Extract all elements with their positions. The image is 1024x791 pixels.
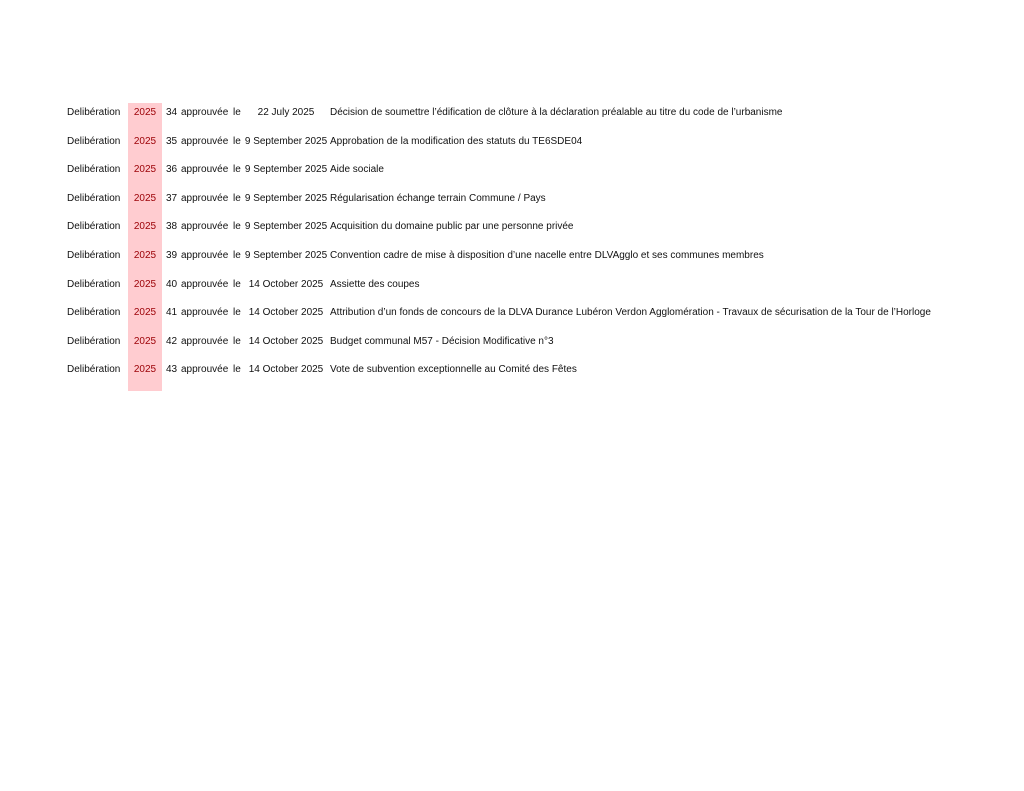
row-type-label: Delibération bbox=[67, 164, 121, 176]
row-le: le bbox=[233, 107, 241, 118]
row-date: 14 October 2025 bbox=[248, 335, 324, 347]
row-number: 37 bbox=[166, 192, 178, 204]
row-description: Vote de subvention exceptionnelle au Comité des Fêtes bbox=[330, 364, 577, 376]
row-year: 2025 bbox=[133, 135, 157, 147]
row-le: le bbox=[233, 164, 241, 176]
row-year: 2025 bbox=[133, 278, 157, 290]
row-year: 2025 bbox=[133, 192, 157, 204]
row-status: approuvée bbox=[181, 135, 229, 147]
row-status: approuvée bbox=[181, 221, 229, 233]
row-year: 2025 bbox=[133, 307, 157, 319]
row-date: 9 September 2025 bbox=[244, 250, 328, 261]
row-status: approuvée bbox=[181, 364, 229, 376]
row-number: 43 bbox=[166, 364, 178, 376]
row-status: approuvée bbox=[181, 307, 229, 319]
row-year: 2025 bbox=[133, 107, 157, 118]
row-status: approuvée bbox=[181, 250, 229, 261]
row-type-label: Delibération bbox=[67, 250, 121, 261]
row-number: 38 bbox=[166, 221, 178, 233]
row-le: le bbox=[233, 307, 241, 319]
row-date: 14 October 2025 bbox=[248, 364, 324, 376]
row-year: 2025 bbox=[133, 164, 157, 176]
row-description: Budget communal M57 - Décision Modificative n°3 bbox=[330, 335, 554, 347]
row-date: 14 October 2025 bbox=[248, 307, 324, 319]
row-description: Aide sociale bbox=[330, 164, 384, 176]
row-le: le bbox=[233, 221, 241, 233]
row-type-label: Delibération bbox=[67, 192, 121, 204]
row-le: le bbox=[233, 364, 241, 376]
row-date: 9 September 2025 bbox=[244, 135, 328, 147]
row-status: approuvée bbox=[181, 107, 229, 118]
row-year: 2025 bbox=[133, 221, 157, 233]
row-number: 34 bbox=[166, 107, 178, 118]
row-date: 9 September 2025 bbox=[244, 221, 328, 233]
row-number: 35 bbox=[166, 135, 178, 147]
row-date: 9 September 2025 bbox=[244, 192, 328, 204]
row-description: Assiette des coupes bbox=[330, 278, 420, 290]
row-le: le bbox=[233, 278, 241, 290]
row-description: Décision de soumettre l’édification de clôture à la déclaration préalable au titre du code de l’urbanisme bbox=[330, 107, 783, 118]
row-year: 2025 bbox=[133, 250, 157, 261]
row-type-label: Delibération bbox=[67, 335, 121, 347]
row-le: le bbox=[233, 192, 241, 204]
row-status: approuvée bbox=[181, 278, 229, 290]
row-number: 42 bbox=[166, 335, 178, 347]
row-year: 2025 bbox=[133, 335, 157, 347]
row-date: 22 July 2025 bbox=[257, 107, 315, 118]
row-type-label: Delibération bbox=[67, 135, 121, 147]
row-number: 40 bbox=[166, 278, 178, 290]
row-description: Approbation de la modification des statuts du TE6SDE04 bbox=[330, 135, 583, 147]
row-status: approuvée bbox=[181, 335, 229, 347]
row-number: 39 bbox=[166, 250, 178, 261]
row-le: le bbox=[233, 335, 241, 347]
row-type-label: Delibération bbox=[67, 307, 121, 319]
row-status: approuvée bbox=[181, 192, 229, 204]
row-le: le bbox=[233, 250, 241, 261]
row-type-label: Delibération bbox=[67, 107, 121, 118]
row-date: 14 October 2025 bbox=[248, 278, 324, 290]
row-type-label: Delibération bbox=[67, 364, 121, 376]
row-number: 41 bbox=[166, 307, 178, 319]
row-status: approuvée bbox=[181, 164, 229, 176]
row-description: Régularisation échange terrain Commune / Pays bbox=[330, 192, 546, 204]
row-year: 2025 bbox=[133, 364, 157, 376]
row-type-label: Delibération bbox=[67, 278, 121, 290]
row-number: 36 bbox=[166, 164, 178, 176]
row-date: 9 September 2025 bbox=[244, 164, 328, 176]
row-type-label: Delibération bbox=[67, 221, 121, 233]
row-description: Acquisition du domaine public par une personne privée bbox=[330, 221, 574, 233]
row-description: Attribution d’un fonds de concours de la DLVA Durance Lubéron Verdon Agglomération - Travaux de sécurisation de la Tour de l’Horloge bbox=[330, 307, 931, 319]
row-le: le bbox=[233, 135, 241, 147]
row-description: Convention cadre de mise à disposition d’une nacelle entre DLVAgglo et ses communes membres bbox=[330, 250, 764, 261]
